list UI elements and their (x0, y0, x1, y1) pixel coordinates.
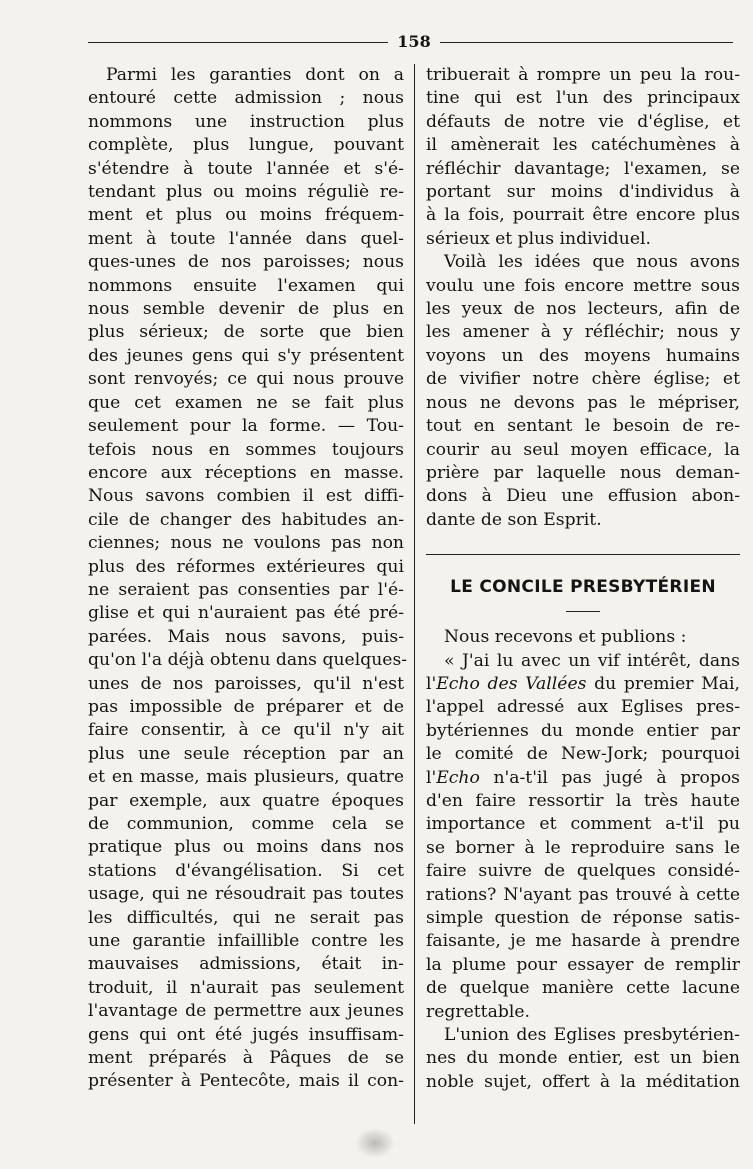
title-underline (566, 611, 600, 612)
text-line: se borner à le reproduire sans le (426, 837, 740, 858)
text-line: une garantie infaillible contre les (88, 931, 404, 952)
text-line: tribuerait à rompre un peu la rou- (426, 65, 740, 85)
text-line: regrettable. (426, 1001, 530, 1022)
text-line: complète, plus lungue, pouvant (88, 135, 404, 156)
text-line: courir au seul moyen efficace, la (426, 439, 740, 460)
text-line: seulement pour la forme. — Tou- (88, 416, 404, 437)
text-line: nous semble devenir de plus en (88, 299, 404, 320)
text-line: de quelque manière cette lacune (426, 978, 740, 999)
header-rule-right (440, 42, 733, 43)
text-line: ciennes; nous ne voulons pas non (88, 533, 404, 554)
article-body (426, 626, 740, 1094)
text-line: voulu une fois encore mettre sous (426, 275, 740, 296)
text-line: Parmi les garanties dont on a (106, 65, 404, 85)
text-line: faisante, je me hasarde à prendre (426, 931, 740, 952)
text-line: stations d'évangélisation. Si cet (88, 860, 404, 881)
text-line: ment à toute l'année dans quel- (88, 228, 404, 249)
section-heading-block (426, 554, 740, 612)
text-line: glise et qui n'auraient pas été pré- (88, 603, 404, 624)
text-line: l'avantage de permettre aux jeunes (88, 1001, 404, 1022)
text-line: plus des réformes extérieures qui (88, 556, 404, 577)
text-line: cile de changer des habitudes an- (88, 509, 404, 530)
text-line: dante de son Esprit. (426, 509, 602, 530)
text-line: la plume pour essayer de remplir (426, 954, 740, 975)
text-line: nous ne devons pas le mépriser, (426, 392, 740, 413)
text-line: importance et comment a-t'il pu (426, 814, 740, 835)
article-continuation (426, 64, 740, 532)
text-line: ne seraient pas consenties par l'é- (88, 579, 404, 600)
text-line: des jeunes gens qui s'y présentent (88, 345, 404, 366)
column-divider (414, 64, 415, 1124)
page-header (88, 32, 733, 50)
text-line: plus une seule réception par an (88, 743, 404, 764)
right-column (426, 64, 740, 1094)
text-line: que cet examen ne se fait plus (88, 392, 404, 413)
text-line: d'en faire ressortir la très haute (426, 790, 740, 811)
text-line: pratique plus ou moins dans nos (88, 837, 404, 858)
text-line: Nous savons combien il est diffi- (88, 486, 404, 507)
text-line: nommons une instruction plus (88, 111, 404, 132)
text-line: troduit, il n'aurait pas seulement (88, 977, 404, 998)
header-rule-left (88, 42, 388, 43)
text-line: qu'on l'a déjà obtenu dans quelques- (88, 650, 408, 671)
text-line: tendant plus ou moins réguliè re- (88, 182, 404, 203)
section-title: LE CONCILE PRESBYTÉRIEN (450, 577, 716, 598)
text-line: de communion, comme cela se (88, 814, 404, 834)
text-line: entouré cette admission ; nous (88, 88, 404, 109)
text-line: réfléchir davantage; l'examen, se (426, 158, 740, 179)
text-line: ment préparés à Pâques de se (88, 1048, 404, 1069)
text-line: il amènerait les catéchumènes à (426, 135, 740, 156)
text-line: L'union des Eglises presbytérien- (444, 1025, 740, 1046)
text-line: tout en sentant le besoin de re- (426, 416, 740, 437)
text-line: présenter à Pentecôte, mais il con- (88, 1071, 404, 1092)
text-line: encore aux réceptions en masse. (88, 462, 404, 483)
text-line: dons à Dieu une effusion abon- (426, 486, 740, 507)
text-line: de vivifier notre chère église; et (426, 369, 740, 390)
text-line: l'Echo n'a-t'il pas jugé à propos (426, 767, 740, 788)
page-number: 158 (397, 32, 431, 51)
text-line: les difficultés, qui ne serait pas (88, 907, 404, 928)
section-rule (426, 554, 740, 555)
text-line: tine qui est l'un des principaux (426, 88, 740, 109)
text-line: faire suivre de quelques considé- (426, 861, 740, 882)
text-line: ment et plus ou moins fréquem- (88, 205, 404, 226)
text-line: s'étendre à toute l'année et s'é- (88, 158, 404, 179)
text-line: les yeux de nos lecteurs, afin de (426, 299, 740, 320)
text-line: par exemple, aux quatre époques (88, 790, 404, 811)
text-line: à la fois, pourrait être encore plus (426, 205, 740, 226)
text-line: sérieux et plus individuel. (426, 228, 651, 249)
text-line: usage, qui ne résoudrait pas toutes (88, 884, 404, 905)
text-line: voyons un des moyens humains (426, 345, 740, 366)
text-line: portant sur moins d'individus à (426, 182, 740, 203)
text-line: le comité de New-Jork; pourquoi (426, 744, 740, 765)
text-line: noble sujet, offert à la méditation (426, 1071, 740, 1092)
text-line: parées. Mais nous savons, puis- (88, 626, 404, 647)
text-line: unes de nos paroisses, qu'il n'est (88, 673, 404, 694)
text-line: prière par laquelle nous deman- (426, 462, 740, 483)
text-line: sont renvoyés; ce qui nous prouve (88, 369, 404, 390)
text-line: plus sérieux; de sorte que bien (88, 322, 404, 343)
text-line: nommons ensuite l'examen qui (88, 275, 404, 296)
text-line: Nous recevons et publions : (444, 627, 687, 648)
text-line: et en masse, mais plusieurs, quatre (88, 767, 404, 788)
text-line: les amener à y réfléchir; nous y (426, 322, 740, 343)
text-line: défauts de notre vie d'église, et (426, 111, 740, 132)
text-line: mauvaises admissions, était in- (88, 954, 404, 975)
text-line: faire consentir, à ce qu'il n'y ait (88, 720, 404, 741)
text-line: l'Echo des Vallées du premier Mai, (426, 673, 740, 694)
text-line: simple question de réponse satis- (426, 908, 740, 928)
text-line: rations? N'ayant pas trouvé à cette (426, 884, 740, 905)
text-line: Voilà les idées que nous avons (444, 252, 740, 273)
text-line: tefois nous en sommes toujours (88, 439, 404, 460)
text-line: gens qui ont été jugés insuffisam- (88, 1024, 404, 1045)
text-line: nes du monde entier, est un bien (426, 1048, 740, 1069)
text-line: pas impossible de préparer et de (88, 696, 404, 717)
text-line: ques-unes de nos paroisses; nous (88, 252, 404, 273)
left-column (88, 64, 408, 1094)
text-line: bytériennes du monde entier par (426, 720, 740, 741)
text-line: l'appel adressé aux Eglises pres- (426, 697, 740, 718)
text-line: « J'ai lu avec un vif intérêt, dans (444, 650, 740, 671)
ink-blot (355, 1128, 395, 1158)
